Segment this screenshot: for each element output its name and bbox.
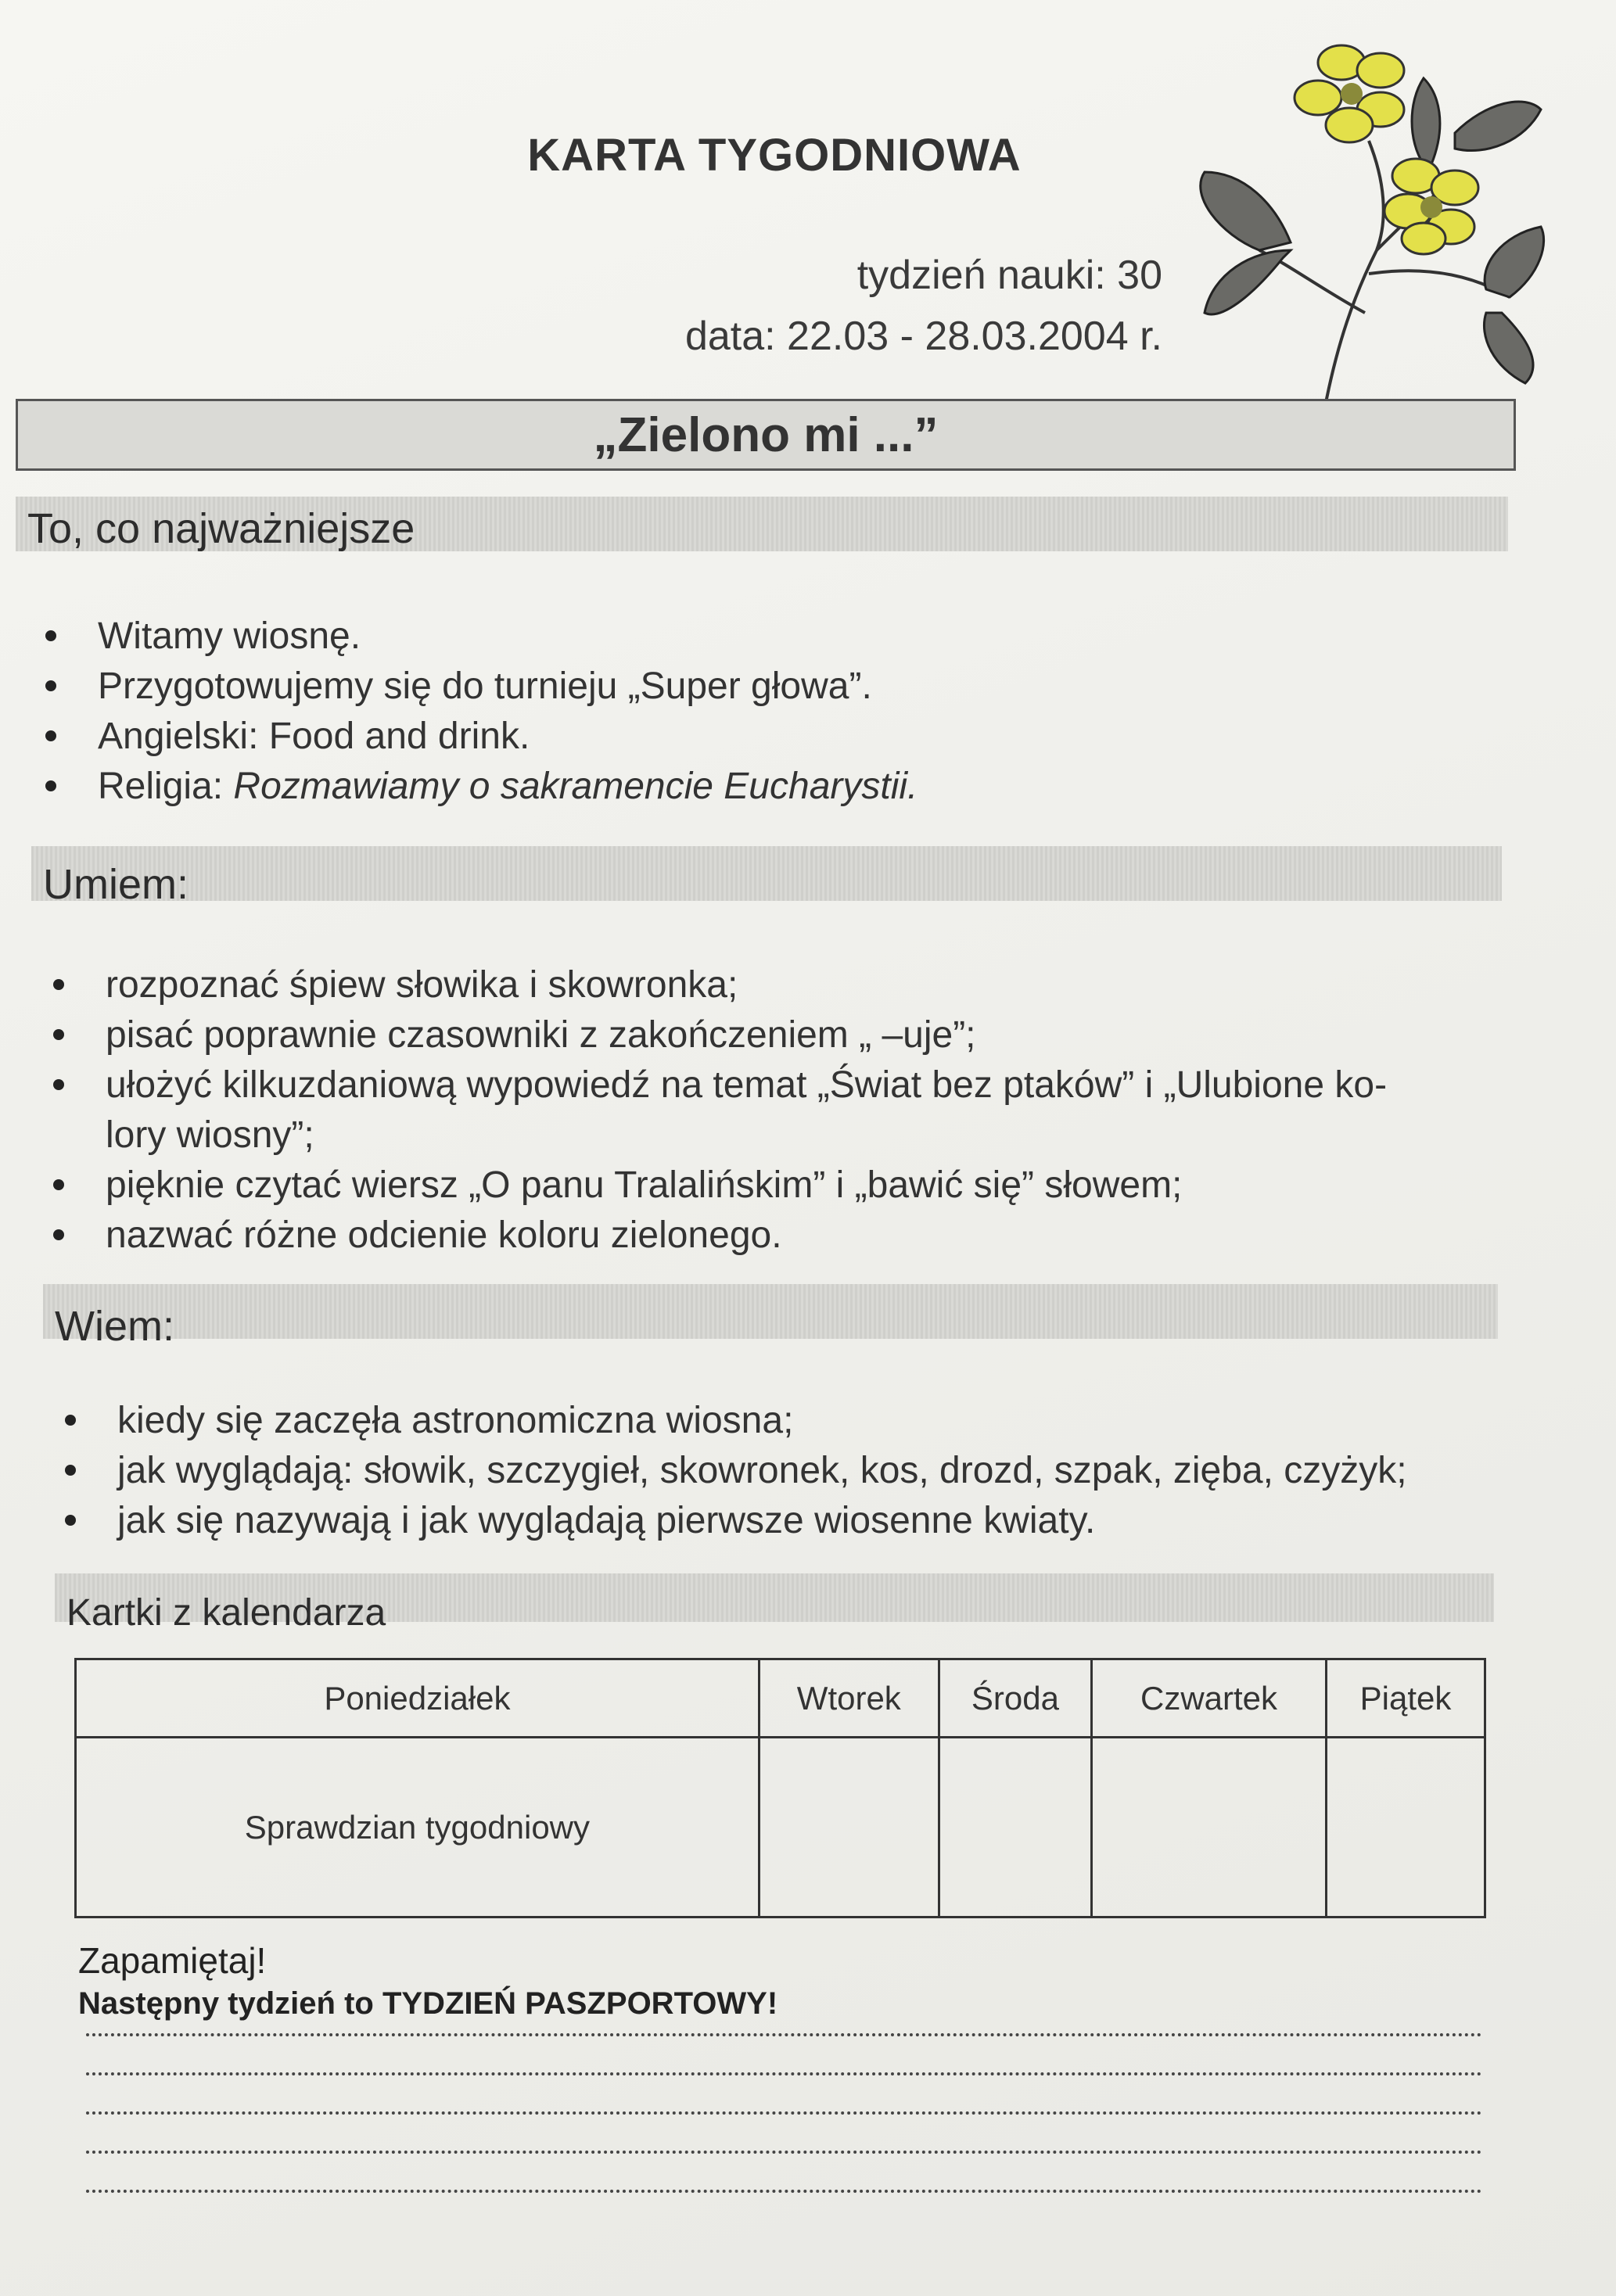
card-title: KARTA TYGODNIOWA: [527, 130, 1022, 181]
list-item: jak wyglądają: słowik, szczygieł, skowronek, kos, drozd, szpak, zięba, czyżyk;: [43, 1446, 1514, 1496]
list-item: kiedy się zaczęła astronomiczna wiosna;: [43, 1396, 1514, 1446]
i-know-list: [43, 1396, 1514, 1546]
most-important-list: [23, 612, 1494, 812]
section-title-most-important: To, co najważniejsze: [27, 505, 415, 552]
dotted-writing-line: [86, 2111, 1482, 2115]
bullet-icon: [53, 1179, 64, 1190]
bullet-icon: [45, 730, 56, 741]
section-bar-i-know: [43, 1284, 1498, 1339]
bullet-icon: [65, 1515, 76, 1526]
dotted-writing-line: [86, 2151, 1482, 2154]
bullet-icon: [53, 1029, 64, 1040]
calendar-header-row: [76, 1659, 1485, 1738]
week-theme-box: [16, 399, 1516, 471]
bullet-icon: [45, 780, 56, 791]
list-item: Witamy wiosnę.: [23, 612, 1494, 662]
dotted-writing-line: [86, 2072, 1482, 2075]
list-item: Przygotowujemy się do turnieju „Super głowa”.: [23, 662, 1494, 712]
list-item: Religia: Rozmawiamy o sakramencie Eucharystii.: [23, 762, 1494, 812]
remember-label: Zapamiętaj!: [78, 1940, 267, 1981]
bullet-icon: [53, 979, 64, 990]
calendar-day-wednesday: Środa: [939, 1659, 1091, 1738]
section-title-calendar: Kartki z kalendarza: [66, 1592, 386, 1634]
calendar-entry-thursday: [1091, 1738, 1326, 1918]
calendar-day-friday: Piątek: [1327, 1659, 1485, 1738]
list-item: jak się nazywają i jak wyglądają pierwsze wiosenne kwiaty.: [43, 1496, 1514, 1546]
dotted-writing-line: [86, 2190, 1482, 2193]
calendar-day-monday: Poniedziałek: [76, 1659, 760, 1738]
date-range: data: 22.03 - 28.03.2004 r.: [684, 314, 1162, 359]
dotted-writing-line: [86, 2033, 1482, 2036]
list-item: rozpoznać śpiew słowika i skowronka;: [31, 960, 1502, 1010]
week-number: tydzień nauki: 30: [856, 253, 1162, 298]
calendar-table: [74, 1658, 1486, 1918]
bullet-icon: [45, 680, 56, 691]
calendar-day-tuesday: Wtorek: [759, 1659, 939, 1738]
calendar-day-thursday: Czwartek: [1091, 1659, 1326, 1738]
calendar-entry-row: [76, 1738, 1485, 1918]
bullet-icon: [65, 1415, 76, 1426]
calendar-entry-friday: [1327, 1738, 1485, 1918]
list-item: Angielski: Food and drink.: [23, 712, 1494, 762]
i-can-list: [31, 960, 1502, 1261]
list-item: pisać poprawnie czasowniki z zakończeniem „ –uje”;: [31, 1010, 1502, 1060]
week-theme: „Zielono mi ...”: [593, 407, 939, 462]
list-item: pięknie czytać wiersz „O panu Tralalińskim” i „bawić się” słowem;: [31, 1161, 1502, 1211]
bullet-icon: [53, 1079, 64, 1090]
calendar-entry-tuesday: [759, 1738, 939, 1918]
calendar-entry-monday: Sprawdzian tygodniowy: [76, 1738, 760, 1918]
section-title-i-know: Wiem:: [55, 1303, 174, 1350]
list-item: nazwać różne odcienie koloru zielonego.: [31, 1211, 1502, 1261]
section-bar-i-can: [31, 846, 1502, 901]
calendar-entry-wednesday: [939, 1738, 1091, 1918]
bullet-icon: [45, 630, 56, 641]
bullet-icon: [65, 1465, 76, 1476]
flower-icon: [1173, 16, 1564, 407]
list-item-continuation: lory wiosny”;: [106, 1114, 314, 1156]
section-title-i-can: Umiem:: [43, 861, 189, 908]
bullet-icon: [53, 1229, 64, 1240]
next-week-note: Następny tydzień to TYDZIEŃ PASZPORTOWY!: [78, 1986, 778, 2021]
list-item: ułożyć kilkuzdaniową wypowiedź na temat „Świat bez ptaków” i „Ulubione ko-: [31, 1060, 1502, 1110]
